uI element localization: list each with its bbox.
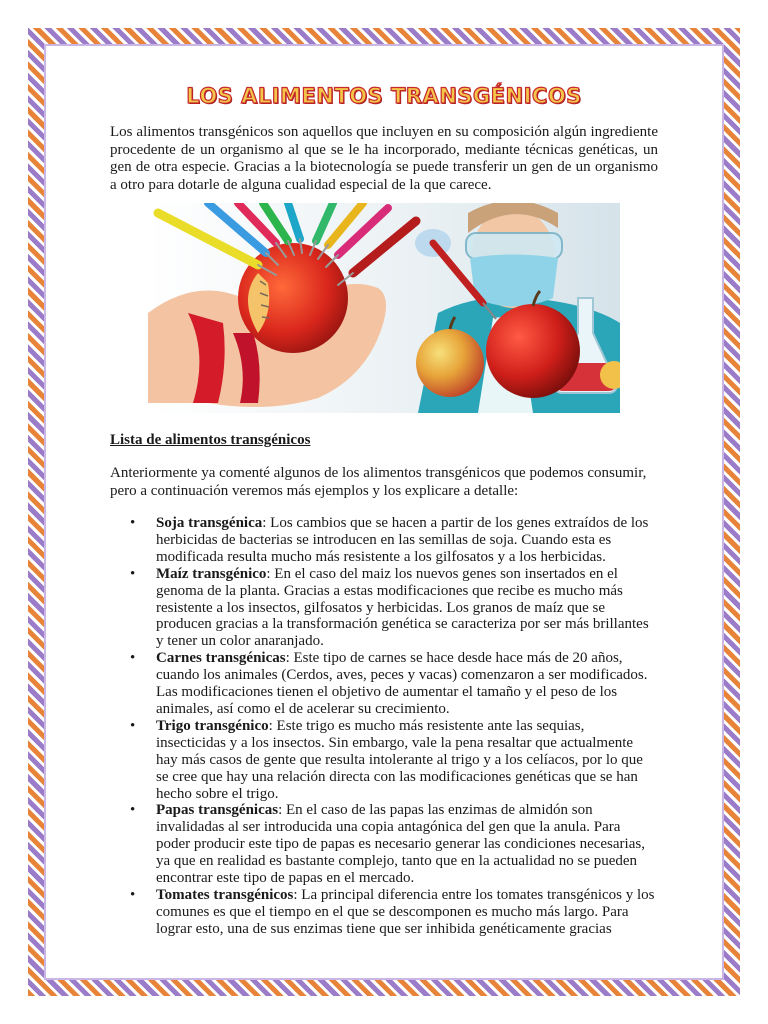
bullet-icon: • [130, 650, 136, 667]
list-item [110, 515, 658, 566]
bullet-icon: • [130, 886, 136, 903]
list-item [110, 650, 658, 718]
list-item [110, 887, 658, 938]
page-title: LOS ALIMENTOS TRANSGÉNICOS [186, 84, 582, 108]
bullet-icon: • [130, 565, 136, 582]
item-text: : En el caso de las papas las enzimas de almidón son invalidadas al ser introducida una copia antagónica del gen que la anula. Para poder producir este tipo de papas es necesario generar las condiciones necesarias, ya que en realidad es bastante complejo, tanto que en la actualidad no se pueden encontrar este tipo de papas en el mercado. [156, 802, 645, 887]
bullet-icon: • [130, 717, 136, 734]
item-text: : Los cambios que se hacen a partir de los genes extraídos de los herbicidas de bacterias se introducen en las semillas de soja. Cuando esta es modificada resulta mucho más resistente a los gilfosatos y a los herbicidas. [156, 515, 649, 565]
item-text: : Este tipo de carnes se hace desde hace más de 20 años, cuando los animales (Cerdos, aves, peces y vacas) comenzaron a ser modificados. Las modificaciones tienen el objetivo de aumentar el tamaño y el peso de los animales, así como el de acelerar su crecimiento. [156, 650, 648, 717]
item-term: Maíz transgénico [156, 565, 267, 582]
item-term: Trigo transgénico [156, 717, 269, 734]
intro-paragraph: Los alimentos transgénicos son aquellos que incluyen en su composición algún ingrediente procedente de un organismo al que se le ha incorporado, mediante técnicas genéticas, un gen de otra especie. Gracias a la biotecnología se puede transferir un gen de un organismo a otro para dotarle de alguna cualidad especial de la que carece. [110, 124, 658, 193]
item-term: Tomates transgénicos [156, 886, 294, 903]
gmo-food-list [110, 515, 658, 938]
list-intro-paragraph: Anteriormente ya comenté algunos de los alimentos transgénicos que podemos consumir, pero a continuación veremos más ejemplos y los explicare a detalle: [110, 465, 647, 499]
section-subtitle: Lista de alimentos transgénicos [110, 432, 311, 448]
item-text: : Este trigo es mucho más resistente ante las sequias, insecticidas y a los insectos. Sin embargo, vale la pena resaltar que actualmente hay más casos de gente que resulta intolerante al trigo y a los celíacos, por lo que se cree que hay una relación directa con las modificaciones genéticas que se han hecho sobre el trigo. [156, 717, 643, 802]
item-term: Carnes transgénicas [156, 650, 286, 667]
bullet-icon: • [130, 515, 136, 531]
item-term: Soja transgénica [156, 515, 263, 531]
bullet-icon: • [130, 802, 136, 819]
list-item [110, 566, 658, 651]
item-text: : En el caso del maiz los nuevos genes son insertados en el genoma de la planta. Gracias a estas modificaciones que recibe es mucho más resistente a los insectos, gilfosatos y herbicidas. Los granos de maíz que se producen gracias a la transformación genética se caracteriza por ser más brillantes y tener un color anaranjado. [156, 565, 649, 650]
list-item [110, 718, 658, 803]
item-text: : La principal diferencia entre los tomates transgénicos y los comunes es que el tiempo en el que se descomponen es mucho más largo. Para lograr esto, una de sus enzimas tiene que ser inhibida genéticamente gracias [156, 886, 655, 937]
list-item [110, 802, 658, 887]
item-term: Papas transgénicas [156, 802, 279, 819]
hero-illustration [148, 203, 620, 413]
gmo-apple-syringes-illustration [148, 203, 620, 413]
